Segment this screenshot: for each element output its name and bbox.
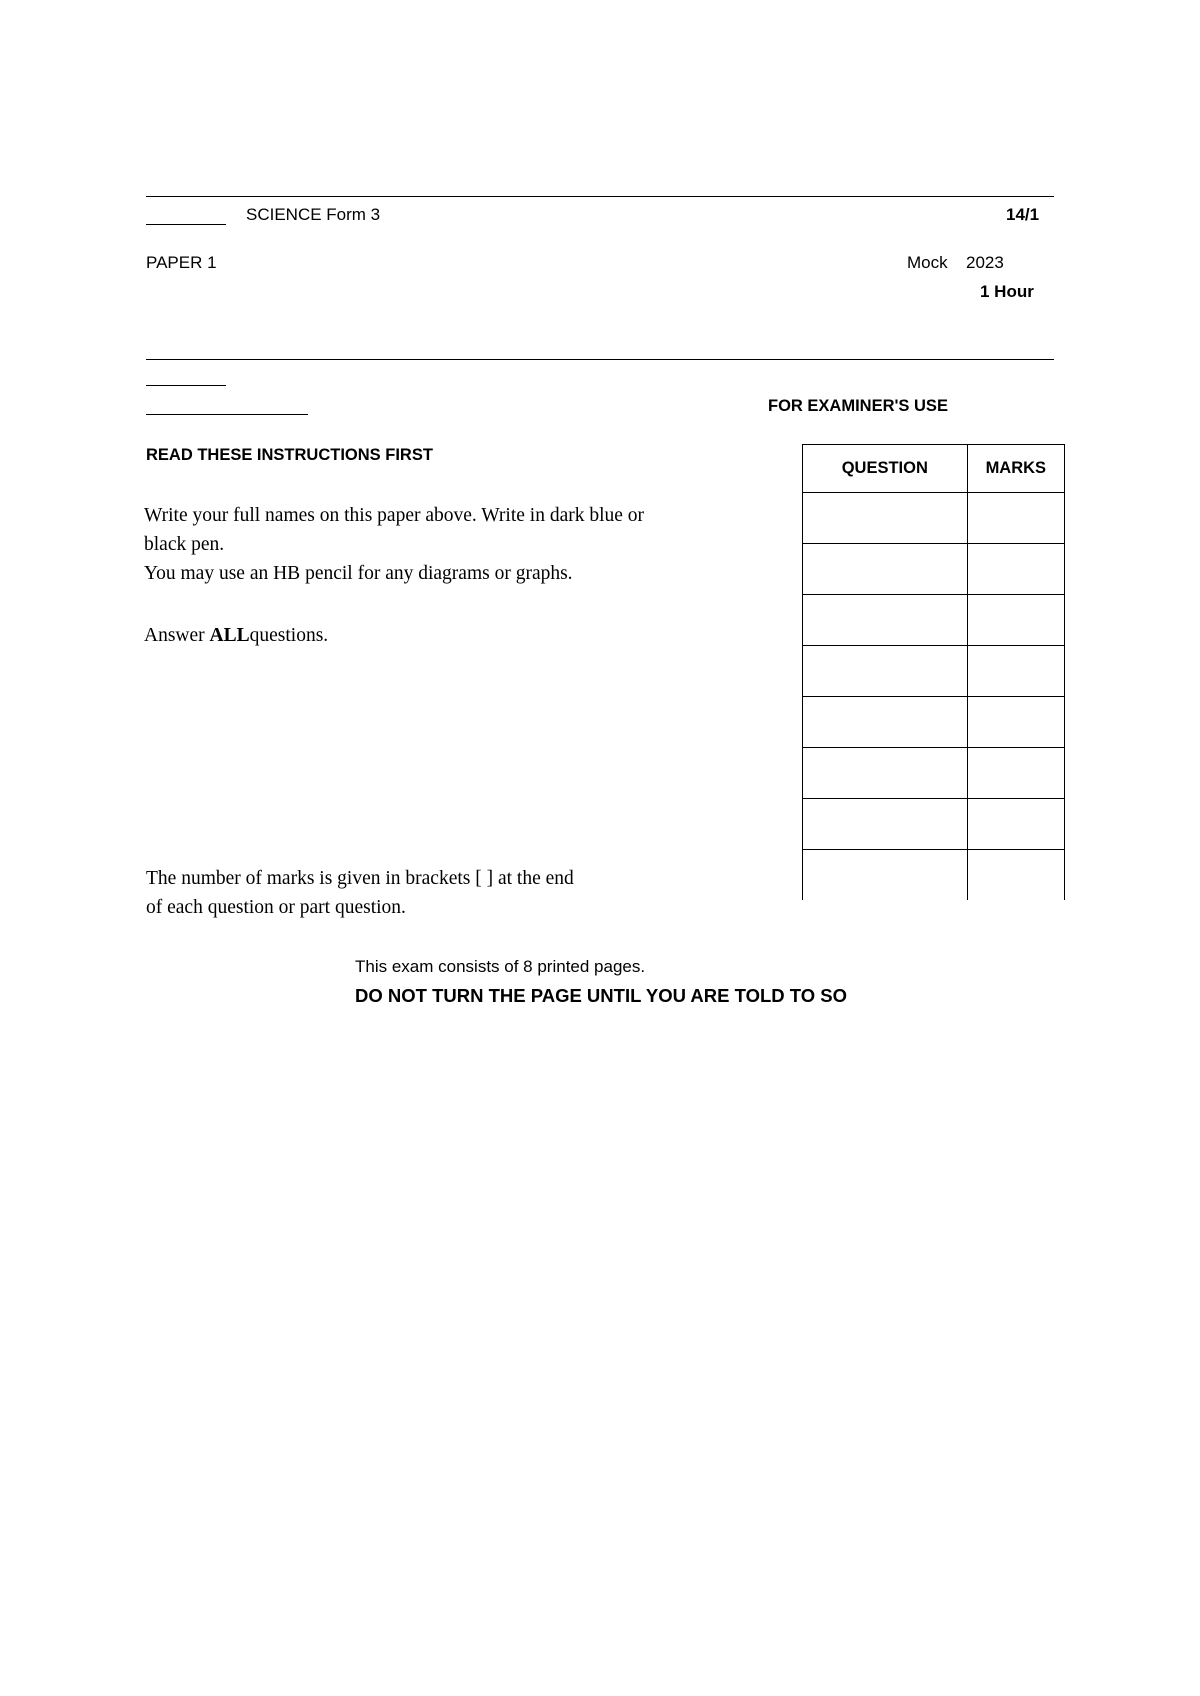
answer-prefix: Answer <box>144 625 210 646</box>
marks-cell <box>967 646 1064 697</box>
instruction-answer-all <box>144 621 328 650</box>
pages-note: This exam consists of 8 printed pages. <box>355 957 646 976</box>
marks-cell <box>967 799 1064 850</box>
marks-cell <box>967 595 1064 646</box>
paper-number: PAPER 1 <box>146 253 217 272</box>
marks-table-header <box>803 445 1065 493</box>
question-cell <box>803 595 968 646</box>
table-row <box>803 850 1065 901</box>
question-cell <box>803 697 968 748</box>
marks-note-line-1: The number of marks is given in brackets [ ] at the end <box>146 868 574 889</box>
answer-suffix: questions. <box>249 625 329 646</box>
second-rule <box>146 359 1054 360</box>
session-year: 2023 <box>966 253 1004 272</box>
answer-emphasis: ALL <box>209 625 250 646</box>
marks-note-line-2: of each question or part question. <box>146 897 406 918</box>
table-row <box>803 697 1065 748</box>
marks-cell <box>967 544 1064 595</box>
question-cell <box>803 646 968 697</box>
marks-cell <box>967 748 1064 799</box>
subject-title: SCIENCE Form 3 <box>246 205 381 224</box>
instruction-line-2: black pen. <box>144 534 225 555</box>
examiner-heading: FOR EXAMINER'S USE <box>768 397 948 415</box>
instruction-line-3: You may use an HB pencil for any diagrams or graphs. <box>144 563 573 584</box>
exam-duration: 1 Hour <box>980 282 1034 301</box>
session-label: Mock <box>907 253 948 272</box>
marks-cell <box>967 850 1064 901</box>
paper-code: 14/1 <box>1006 205 1040 224</box>
blank-line-name <box>146 414 308 415</box>
table-row <box>803 544 1065 595</box>
table-row <box>803 748 1065 799</box>
top-rule <box>146 196 1054 197</box>
blank-line-short <box>146 385 226 386</box>
table-row <box>803 646 1065 697</box>
question-cell <box>803 493 968 544</box>
marks-cell <box>967 493 1064 544</box>
do-not-turn-warning: DO NOT TURN THE PAGE UNTIL YOU ARE TOLD TO SO <box>355 985 847 1006</box>
question-cell <box>803 544 968 595</box>
blank-line-header <box>146 224 226 225</box>
table-row <box>803 493 1065 544</box>
question-cell <box>803 850 968 901</box>
column-header-question: QUESTION <box>803 445 968 493</box>
table-row <box>803 799 1065 850</box>
instruction-line-1: Write your full names on this paper above. Write in dark blue or <box>144 505 645 526</box>
question-cell <box>803 799 968 850</box>
marks-cell <box>967 697 1064 748</box>
table-row <box>803 595 1065 646</box>
question-cell <box>803 748 968 799</box>
column-header-marks: MARKS <box>967 445 1064 493</box>
instructions-heading: READ THESE INSTRUCTIONS FIRST <box>146 446 433 464</box>
examiner-marks-table <box>802 444 1065 900</box>
